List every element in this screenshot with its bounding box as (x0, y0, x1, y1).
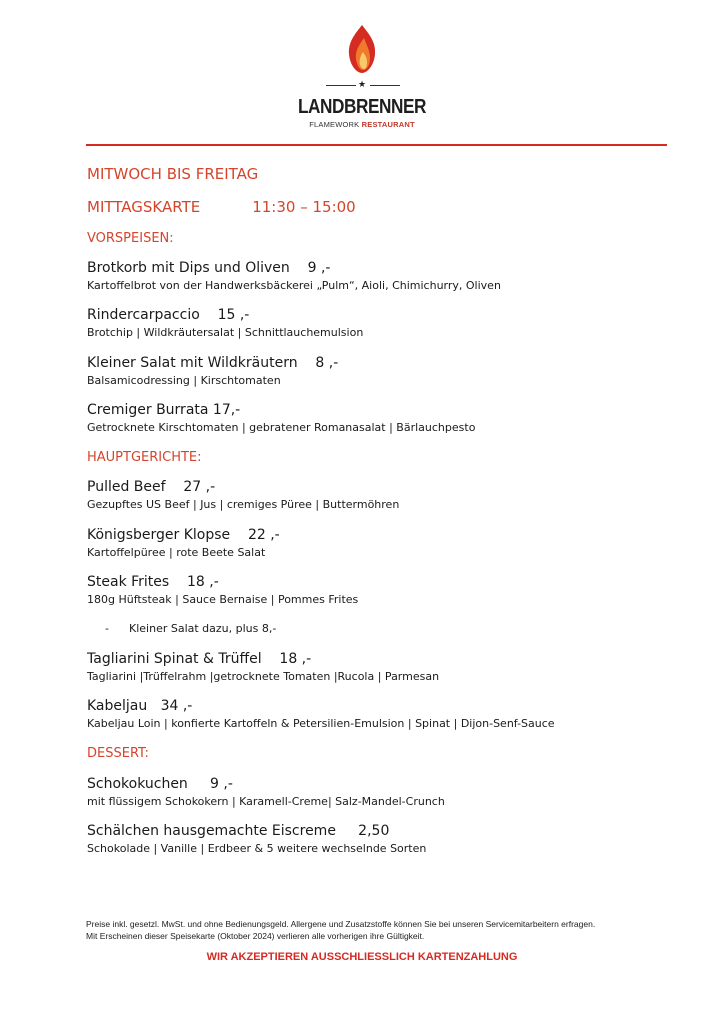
footer-validity-note: Mit Erscheinen dieser Speisekarte (Oktober 2024) verlieren alle vorherigen ihre Gültigkeit. (86, 931, 425, 941)
item-description: mit flüssigem Schokokern | Karamell-Creme| Salz-Mandel-Crunch (87, 795, 445, 808)
tagline-suffix: RESTAURANT (361, 120, 415, 129)
item-name: Tagliarini Spinat & Trüffel 18 ,- (87, 651, 312, 667)
item-name: Schokokuchen 9 ,- (87, 776, 233, 792)
opening-hours: 11:30 – 15:00 (252, 198, 356, 216)
item-description: Gezupftes US Beef | Jus | cremiges Püree | Buttermöhren (87, 498, 400, 511)
menu-item-kabeljau (87, 697, 687, 731)
menu-item-tagliarini (87, 650, 687, 684)
days-heading: MITWOCH BIS FREITAG (87, 165, 259, 183)
menu-item-carpaccio (87, 306, 687, 340)
item-name: Schälchen hausgemachte Eiscreme 2,50 (87, 823, 390, 839)
payment-notice: WIR AKZEPTIEREN AUSSCHLIESSLICH KARTENZAHLUNG (206, 951, 518, 963)
extra-bullet: - (105, 622, 109, 635)
item-name: Kleiner Salat mit Wildkräutern 8 ,- (87, 355, 339, 371)
extra-side-salad: Kleiner Salat dazu, plus 8,- (129, 622, 277, 635)
menu-item-salat (87, 354, 687, 388)
item-description: Kabeljau Loin | konfierte Kartoffeln & Petersilien-Emulsion | Spinat | Dijon-Senf-Sauce (87, 717, 555, 730)
section-starters: VORSPEISEN: (87, 231, 174, 246)
item-name: Cremiger Burrata 17,- (87, 402, 241, 418)
item-name: Königsberger Klopse 22 ,- (87, 527, 280, 543)
menu-item-pulled-beef (87, 478, 687, 512)
restaurant-logo (0, 20, 724, 132)
item-description: Brotchip | Wildkräutersalat | Schnittlauchemulsion (87, 326, 364, 339)
item-description: 180g Hüftsteak | Sauce Bernaise | Pommes Frites (87, 593, 359, 606)
item-description: Tagliarini |Trüffelrahm |getrocknete Tomaten |Rucola | Parmesan (87, 670, 440, 683)
item-description: Getrocknete Kirschtomaten | gebratener Romanasalat | Bärlauchpesto (87, 421, 476, 434)
brand-tagline (262, 120, 462, 130)
brand-name: LANDBRENNER (297, 96, 427, 118)
item-name: Kabeljau 34 ,- (87, 698, 193, 714)
item-description: Balsamicodressing | Kirschtomaten (87, 374, 281, 387)
menu-item-brotkorb (87, 259, 687, 293)
item-name: Rindercarpaccio 15 ,- (87, 307, 250, 323)
item-description: Kartoffelpüree | rote Beete Salat (87, 546, 266, 559)
item-name: Brotkorb mit Dips und Oliven 9 ,- (87, 260, 331, 276)
item-name: Pulled Beef 27 ,- (87, 479, 216, 495)
logo-divider-left (326, 85, 356, 86)
menu-item-eiscreme (87, 822, 687, 856)
item-description: Kartoffelbrot von der Handwerksbäckerei „Pulm“, Aioli, Chimichurry, Oliven (87, 279, 501, 292)
header-divider (86, 144, 667, 146)
menu-heading (87, 197, 356, 217)
section-dessert: DESSERT: (87, 746, 149, 761)
flame-icon (345, 24, 379, 74)
item-description: Schokolade | Vanille | Erdbeer & 5 weitere wechselnde Sorten (87, 842, 427, 855)
menu-item-steak-frites (87, 573, 687, 607)
menu-item-klopse (87, 526, 687, 560)
section-mains: HAUPTGERICHTE: (87, 450, 202, 465)
star-icon: ★ (357, 80, 367, 90)
menu-label: MITTAGSKARTE (87, 198, 201, 216)
menu-item-schokokuchen (87, 775, 687, 809)
item-name: Steak Frites 18 ,- (87, 574, 219, 590)
menu-item-burrata (87, 401, 687, 435)
logo-divider-right (370, 85, 400, 86)
tagline-prefix: FLAMEWORK (309, 120, 360, 129)
footer-legal-note: Preise inkl. gesetzl. MwSt. und ohne Bedienungsgeld. Allergene und Zusatzstoffe können Sie bei unseren Servicemitarbeitern erfragen. (86, 919, 596, 929)
